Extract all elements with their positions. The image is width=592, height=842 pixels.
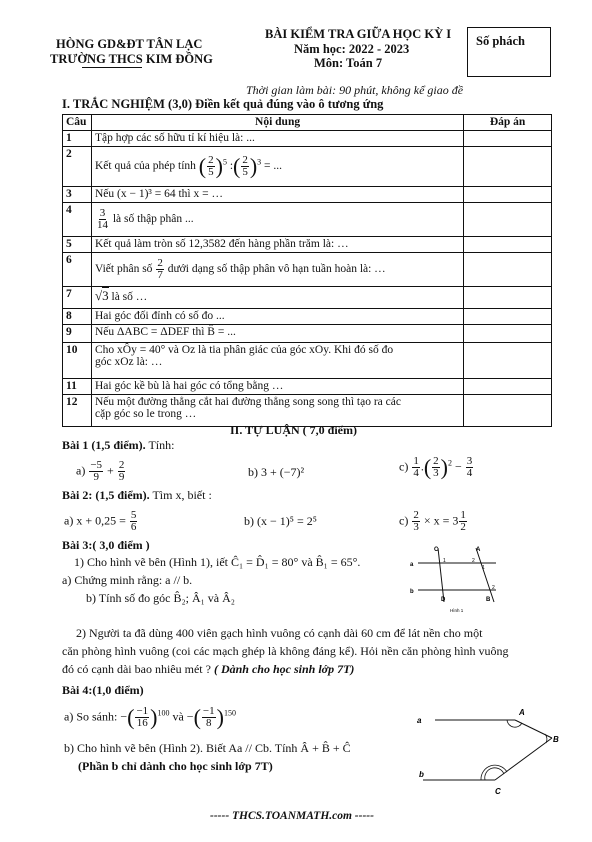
answer-cell[interactable] (464, 325, 552, 343)
subject: Môn: Toán 7 (314, 56, 383, 70)
label-1: 1 (482, 565, 485, 571)
label-D: D (441, 597, 446, 603)
part1-title: I. TRẮC NGHIỆM (3,0) Điền kết quả đúng vào ô tương ứng (62, 97, 384, 111)
label-2: 2 (492, 585, 495, 591)
row-number: 8 (63, 309, 92, 325)
row-text: Tập hợp các số hữu tỉ kí hiệu là: ... (91, 131, 463, 147)
table-row (63, 395, 552, 427)
table-row (63, 187, 552, 203)
answer-cell[interactable] (464, 253, 552, 287)
time-note: Thời gian làm bài: 90 phút, không kể giao đề (246, 83, 464, 97)
footer: ----- THCS.TOANMATH.com ----- (210, 810, 374, 822)
so-phach-label: Số phách (476, 34, 525, 48)
exam-title: BÀI KIỂM TRA GIỮA HỌC KỲ I (265, 27, 452, 41)
answer-cell[interactable] (464, 131, 552, 147)
row-text: Hai góc kề bù là hai góc có tổng bằng … (91, 379, 463, 395)
bai3-qb: b) Tính số đo góc B̂₂; Â₁ và Â₂ (86, 591, 235, 605)
table-row (63, 325, 552, 343)
label-B: B (486, 597, 491, 603)
row-number: 11 (63, 379, 92, 395)
row-number: 3 (63, 187, 92, 203)
bai4-note: (Phần b chỉ dành cho học sinh lớp 7T) (78, 759, 273, 773)
row-text: Viết phân số $\frac{2}{7}$ dưới dạng số thập phân vô hạn tuần hoàn là: … (91, 253, 463, 287)
label-A: A (519, 708, 525, 717)
row-number: 2 (63, 147, 92, 187)
answer-cell[interactable] (464, 343, 552, 379)
school-name: TRƯỜNG THCS KIM ĐỒNG (50, 52, 213, 66)
transversal-ab (476, 548, 494, 602)
row-text: Cho xÔy = 40° và Oz là tia phân giác của góc xOy. Khi đó số đo góc xOz là: … (91, 343, 463, 379)
transversal-cd (438, 548, 444, 602)
label-1: 1 (443, 558, 446, 564)
bai4-a: a) So sánh: −( $\frac{-1}{16}$ )$^{100}$ và −( $\frac{-1}{8}$ )$^{150}$ (64, 704, 236, 730)
label-b: b (410, 589, 414, 595)
answer-cell[interactable] (464, 147, 552, 187)
row-number: 5 (63, 237, 92, 253)
bai3-q2-line3: đó có cạnh dài bao nhiêu mét ? ( Dành cho học sinh lớp 7T) (62, 662, 355, 676)
answer-cell[interactable] (464, 309, 552, 325)
table-row (63, 147, 552, 187)
label-A: A (476, 547, 481, 553)
bai1-c: c) $\frac{1}{4}$ .( $\frac{2}{3}$ )$^2$ − $\frac{3}{4}$ (399, 454, 473, 480)
row-text: Kết quả của phép tính ( $\frac{2}{5}$ )$^5$ :( $\frac{2}{5}$ )$^3$ = ... (91, 147, 463, 187)
part2-title: II. TỰ LUẬN ( 7,0 điểm) (230, 423, 358, 437)
bai1-heading: Bài 1 (1,5 điểm). Tính: (62, 438, 175, 452)
header-underline (82, 67, 142, 68)
bai3-q2-line2: căn phòng hình vuông (coi các mạch ghép là không đáng kể). Hỏi nền căn phòng hình vuông (62, 644, 509, 658)
row-text: √3 là số … (91, 287, 463, 309)
table-row (63, 287, 552, 309)
table-row (63, 309, 552, 325)
angle-arc-A (507, 720, 522, 727)
col-cau: Câu (63, 115, 92, 131)
col-dapan: Đáp án (464, 115, 552, 131)
row-number: 4 (63, 203, 92, 237)
bai3-qa: a) Chứng minh rằng: a // b. (62, 573, 193, 587)
table-row (63, 253, 552, 287)
label-C: C (434, 547, 439, 553)
bai4-heading: Bài 4:(1,0 điểm) (62, 683, 144, 697)
bai1-a: a) $\frac{-5}{9}$ + $\frac{2}{9}$ (76, 459, 125, 483)
table-row (63, 237, 552, 253)
row-text: Kết quả làm tròn số 12,3582 đến hàng phần trăm là: … (91, 237, 463, 253)
row-text: Hai góc đối đỉnh có số đo ... (91, 309, 463, 325)
answer-cell[interactable] (464, 187, 552, 203)
label-B: B (553, 735, 559, 744)
table-row (63, 379, 552, 395)
table-row (63, 131, 552, 147)
bai3-heading: Bài 3:( 3,0 điểm ) (62, 538, 150, 552)
bai2-b: b) (x − 1)⁵ = 2⁵ (244, 514, 317, 528)
answer-cell[interactable] (464, 395, 552, 427)
bai2-a: a) x + 0,25 = $\frac{5}{6}$ (64, 509, 137, 533)
bai4-b: b) Cho hình vẽ bên (Hình 2). Biết Aa // Cb. Tính Â + B̂ + Ĉ (64, 741, 351, 755)
dept-name: HÒNG GD&ĐT TÂN LẠC (56, 37, 203, 51)
row-text: Nếu (x − 1)³ = 64 thì x = … (91, 187, 463, 203)
figure-2 (415, 700, 565, 800)
label-a: a (417, 716, 422, 725)
quiz-table (62, 114, 552, 427)
row-text: $\frac{3}{14}$ là số thập phân ... (91, 203, 463, 237)
row-number: 9 (63, 325, 92, 343)
row-number: 7 (63, 287, 92, 309)
so-phach-box (467, 27, 551, 77)
row-number: 1 (63, 131, 92, 147)
table-row (63, 203, 552, 237)
bai1-b: b) 3 + (−7)² (248, 465, 305, 479)
answer-cell[interactable] (464, 237, 552, 253)
label-C: C (495, 787, 501, 796)
row-number: 10 (63, 343, 92, 379)
row-number: 12 (63, 395, 92, 427)
label-a: a (410, 562, 414, 568)
label-b: b (419, 770, 424, 779)
col-noidung: Nội dung (91, 115, 463, 131)
figure-1-caption: Hình 1 (450, 608, 464, 613)
segment-ab (515, 720, 552, 738)
angle-arc-C-inner (485, 768, 504, 780)
table-row (63, 343, 552, 379)
row-text: Nếu ΔABC = ΔDEF thì B̂ = ... (91, 325, 463, 343)
answer-cell[interactable] (464, 379, 552, 395)
row-text: Nếu một đường thẳng cắt hai đường thẳng song song thì tạo ra các cặp góc so le trong … (91, 395, 463, 427)
answer-cell[interactable] (464, 287, 552, 309)
figure-1 (410, 540, 500, 615)
answer-cell[interactable] (464, 203, 552, 237)
bai3-q1: 1) Cho hình vẽ bên (Hình 1), iết Ĉ₁ = D̂₁ = 80° và B̂₁ = 65°. (74, 555, 361, 569)
bai3-q2-line1: 2) Người ta đã dùng 400 viên gạch hình vuông có cạnh dài 60 cm để lát nền cho một (76, 626, 483, 640)
bai2-heading: Bài 2: (1,5 điểm). Tìm x, biết : (62, 488, 212, 502)
row-number: 6 (63, 253, 92, 287)
label-2: 2 (472, 558, 475, 564)
school-year: Năm học: 2022 - 2023 (294, 42, 410, 56)
bai2-c: c) $\frac{2}{3}$ × x = 3 $\frac{1}{2}$ (399, 509, 466, 533)
